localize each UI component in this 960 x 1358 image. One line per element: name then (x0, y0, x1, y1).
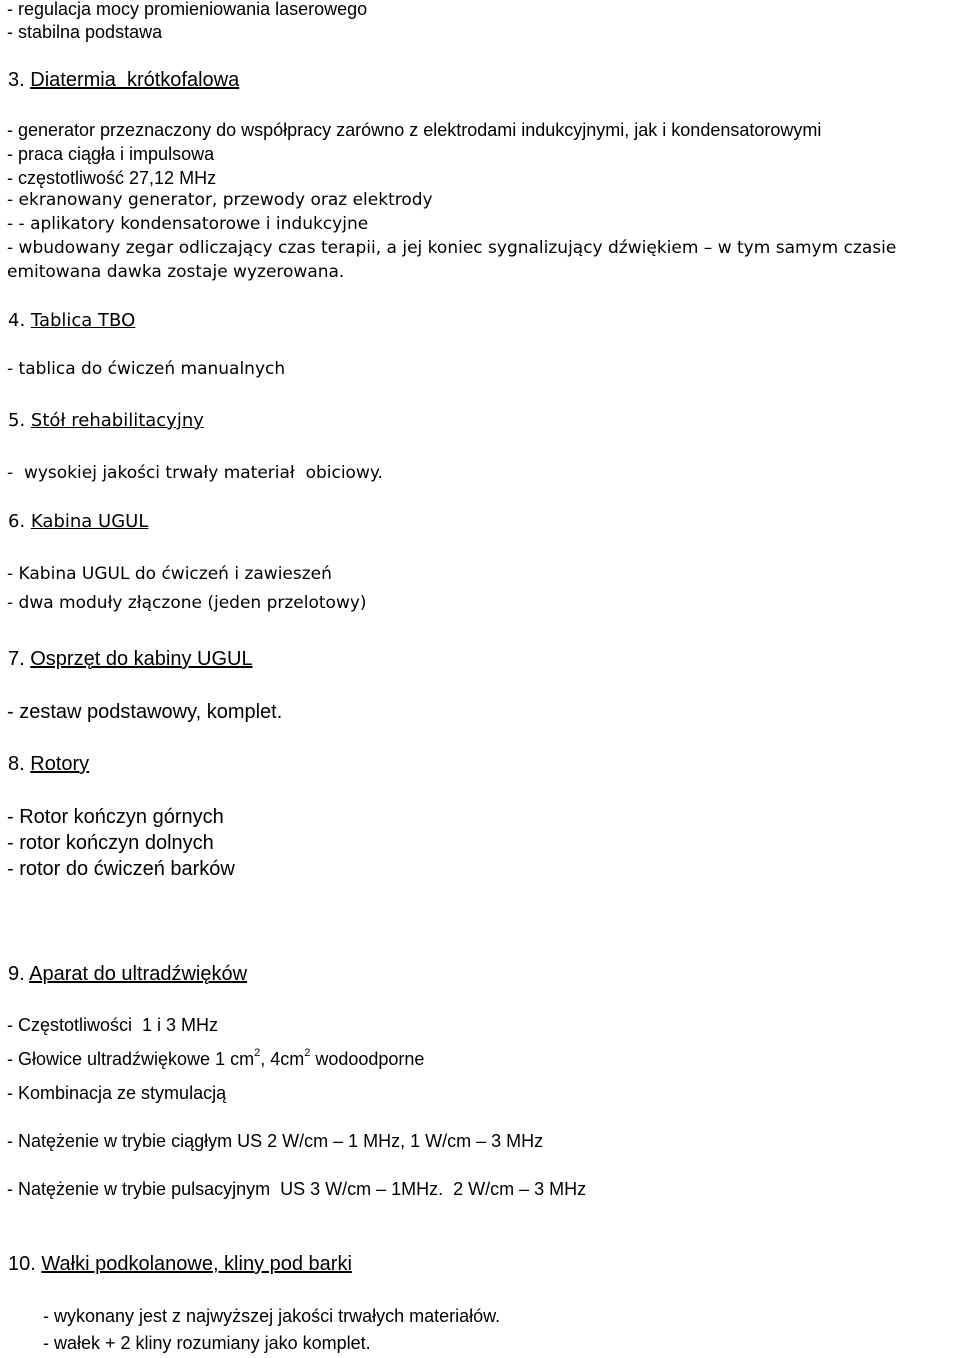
section-title: Kabina UGUL (30, 511, 149, 532)
text-line: - generator przeznaczony do współpracy zarówno z elektrodami indukcyjnymi, jak i kondensatorowymi (7, 120, 822, 140)
section-number: 6. (8, 511, 26, 532)
text-line: - tablica do ćwiczeń manualnych (7, 359, 286, 379)
section-title: Aparat do ultradźwięków (29, 963, 248, 985)
text-line: - wysokiej jakości trwały materiał obiciowy. (7, 463, 383, 483)
text-line: - wykonany jest z najwyższej jakości trwałych materiałów. (43, 1306, 501, 1326)
section-number: 8. (8, 753, 25, 775)
text-line: - zestaw podstawowy, komplet. (7, 701, 283, 723)
section-title: Wałki podkolanowe, kliny pod barki (41, 1253, 352, 1275)
text-line: - praca ciągła i impulsowa (7, 144, 215, 164)
section-number: 7. (8, 648, 25, 670)
section-heading-5 (8, 412, 204, 430)
section-title: Osprzęt do kabiny UGUL (30, 648, 253, 670)
section-title: Diatermia krótkofalowa (30, 69, 240, 91)
text-line: - wbudowany zegar odliczający czas terapii, a jej koniec sygnalizujący dźwiękiem – w tym samym czasie (7, 238, 897, 258)
section-heading-7 (8, 649, 253, 669)
text-line: - regulacja mocy promieniowania laserowego (7, 0, 368, 19)
section-number: 5. (8, 410, 26, 431)
heads-text: , 4cm (260, 1049, 305, 1069)
section-heading-6 (8, 513, 148, 531)
heads-text: wodoodporne (310, 1049, 425, 1069)
section-title: Rotory (30, 753, 90, 775)
text-line-heads (7, 1047, 425, 1069)
text-line: - Kombinacja ze stymulacją (7, 1083, 227, 1103)
text-line: - Rotor kończyn górnych (7, 806, 224, 828)
text-line: - dwa moduły złączone (jeden przelotowy) (7, 593, 367, 613)
section-number: 10. (8, 1253, 36, 1275)
text-line: - - aplikatory kondensatorowe i indukcyjne (7, 214, 369, 234)
section-heading-3 (8, 70, 239, 90)
text-line: - rotor do ćwiczeń barków (7, 858, 235, 880)
text-line: - częstotliwość 27,12 MHz (7, 168, 217, 188)
text-line: - stabilna podstawa (7, 22, 163, 42)
superscript: 2 (254, 1047, 261, 1059)
section-title: Stół rehabilitacyjny (30, 410, 204, 431)
section-heading-10 (8, 1254, 352, 1274)
section-number: 3. (8, 69, 25, 91)
section-number: 9. (8, 963, 25, 985)
text-line: emitowana dawka zostaje wyzerowana. (7, 262, 345, 282)
heads-text: - Głowice ultradźwiękowe 1 cm (7, 1049, 255, 1069)
superscript: 2 (304, 1047, 311, 1059)
section-heading-4 (8, 312, 135, 330)
text-line: - rotor kończyn dolnych (7, 832, 214, 854)
text-line: - wałek + 2 kliny rozumiany jako komplet. (43, 1333, 371, 1353)
text-line: - Kabina UGUL do ćwiczeń i zawieszeń (7, 564, 332, 584)
section-heading-9 (8, 964, 247, 984)
text-line: - ekranowany generator, przewody oraz elektrody (7, 190, 433, 210)
section-title: Tablica TBO (30, 310, 136, 331)
section-number: 4. (8, 310, 26, 331)
text-line: - Częstotliwości 1 i 3 MHz (7, 1015, 219, 1035)
section-heading-8 (8, 754, 89, 774)
text-line: - Natężenie w trybie pulsacyjnym US 3 W/cm – 1MHz. 2 W/cm – 3 MHz (7, 1179, 587, 1199)
text-line: - Natężenie w trybie ciągłym US 2 W/cm – 1 MHz, 1 W/cm – 3 MHz (7, 1131, 544, 1151)
